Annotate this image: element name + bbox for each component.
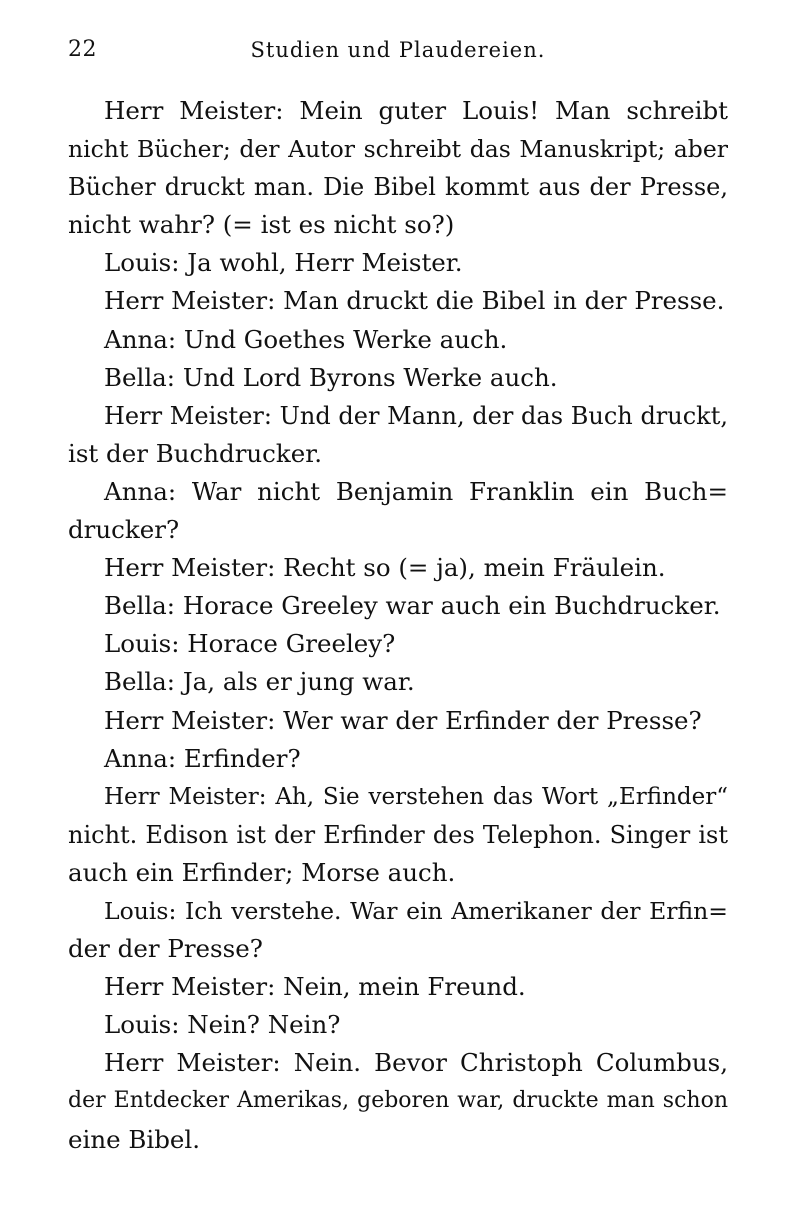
text-line: Bella: Und Lord Byrons Werke auch. — [104, 362, 558, 392]
dialogue-text — [68, 92, 728, 1159]
text-line: Louis: Nein? Nein? — [104, 1010, 341, 1040]
page-header — [68, 36, 728, 68]
text-line: Louis: Ja wohl, Herr Meister. — [104, 248, 463, 278]
text-line: ist der Buchdrucker. — [68, 438, 323, 468]
text-line: nicht wahr? (= ist es nicht so?) — [68, 210, 455, 240]
page-number: 22 — [68, 37, 97, 62]
text-line: Anna: Und Goethes Werke auch. — [104, 324, 508, 354]
text-line: nicht Bücher; der Autor schreibt das Manuskript; aber — [68, 135, 728, 164]
text-line: Bücher druckt man. Die Bibel kommt aus der Presse, — [68, 173, 728, 202]
text-line: Herr Meister: Recht so (= ja), mein Fräulein. — [104, 553, 666, 583]
text-line: Herr Meister: Nein, mein Freund. — [104, 972, 526, 1002]
text-line: Bella: Horace Greeley war auch ein Buchdrucker. — [104, 591, 721, 621]
text-line: auch ein Erfinder; Morse auch. — [68, 857, 456, 887]
text-line: Bella: Ja, als er jung war. — [104, 667, 415, 697]
text-line: der Entdecker Amerikas, geboren war, druckte man schon — [68, 1088, 728, 1114]
running-title: Studien und Plaudereien. — [250, 38, 546, 62]
text-line: drucker? — [68, 515, 180, 545]
text-line: Anna: War nicht Benjamin Franklin ein Buch= — [104, 476, 728, 506]
text-line: Louis: Ich verstehe. War ein Amerikaner der Erfin= — [104, 896, 728, 925]
text-line: Anna: Erfinder? — [104, 743, 301, 773]
text-line: der der Presse? — [68, 934, 263, 964]
text-line: Herr Meister: Man druckt die Bibel in der Presse. — [104, 286, 725, 316]
text-line: Louis: Horace Greeley? — [104, 629, 396, 659]
text-line: Herr Meister: Und der Mann, der das Buch druckt, — [104, 401, 728, 430]
text-line: Herr Meister: Wer war der Erfinder der Presse? — [104, 705, 702, 735]
text-line: Herr Meister: Mein guter Louis! Man schreibt — [104, 96, 728, 125]
text-line: Herr Meister: Ah, Sie verstehen das Wort „Erfinder“ — [104, 783, 728, 810]
text-line: nicht. Edison ist der Erfinder des Telephon. Singer ist — [68, 820, 728, 849]
text-line: eine Bibel. — [68, 1124, 201, 1154]
text-line: Herr Meister: Nein. Bevor Christoph Columbus, — [104, 1048, 728, 1078]
